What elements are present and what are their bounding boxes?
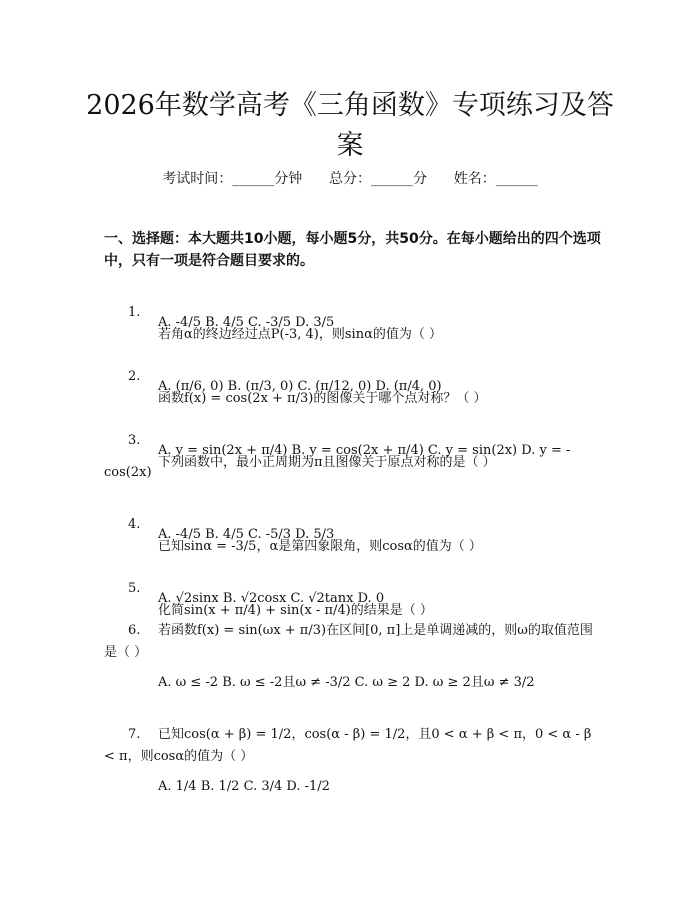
document-title: 2026年数学高考《三角函数》专项练习及答案	[86, 90, 614, 161]
total-score-label: 总分：______分	[329, 171, 427, 187]
question-7-options: A. 1/4 B. 1/2 C. 3/4 D. -1/2	[158, 779, 330, 794]
question-7	[104, 724, 604, 768]
question-number: 2.	[128, 369, 141, 384]
question-number: 4.	[128, 517, 141, 532]
question-2-options: A. (π/6, 0) B. (π/3, 0) C. (π/12, 0) D. (π/4, 0)	[158, 379, 442, 394]
question-text: 函数f(x) = cos(2x + π/3)的图像关于哪个点对称？（ ）	[158, 391, 487, 406]
question-1-options: A. -4/5 B. 4/5 C. -3/5 D. 3/5	[158, 315, 335, 330]
section-header: 一、选择题：本大题共10小题，每小题5分，共50分。在每小题给出的四个选项中，只有一项是符合题目要求的。	[104, 231, 601, 269]
question-text: 若函数f(x) = sin(ωx + π/3)在区间[0, π]上是单调递减的，则ω的取值范围是（ ）	[104, 623, 593, 660]
question-3-options: A. y = sin(2x + π/4) B. y = cos(2x + π/4) C. y = sin(2x) D. y = -cos(2x)	[104, 443, 571, 480]
question-number: 6.	[128, 623, 141, 638]
question-text: 化简sin(x + π/4) + sin(x - π/4)的结果是（ ）	[158, 603, 433, 618]
question-text: 已知cos(α + β) = 1/2，cos(α - β) = 1/2，且0 < α + β < π，0 < α - β < π，则cosα的值为（ ）	[104, 727, 592, 764]
question-number: 1.	[128, 305, 141, 320]
question-5-options: A. √2sinx B. √2cosx C. √2tanx D. 0	[158, 591, 385, 606]
question-number: 7.	[128, 727, 141, 742]
question-text: 已知sinα = -3/5，α是第四象限角，则cosα的值为（ ）	[158, 539, 482, 554]
question-6-options: A. ω ≤ -2 B. ω ≤ -2且ω ≠ -3/2 C. ω ≥ 2 D. ω ≥ 2且ω ≠ 3/2	[158, 675, 535, 690]
name-label: 姓名：______	[453, 171, 538, 187]
question-number: 5.	[128, 581, 141, 596]
exam-meta	[0, 168, 700, 188]
question-text: 下列函数中，最小正周期为π且图像关于原点对称的是（ ）	[158, 455, 496, 470]
question-6	[104, 620, 604, 664]
question-number: 3.	[128, 433, 141, 448]
question-text: 若角α的终边经过点P(-3, 4)，则sinα的值为（ ）	[158, 327, 442, 342]
question-4-options: A. -4/5 B. 4/5 C. -5/3 D. 5/3	[158, 527, 335, 542]
exam-time-label: 考试时间：______分钟	[162, 171, 303, 187]
